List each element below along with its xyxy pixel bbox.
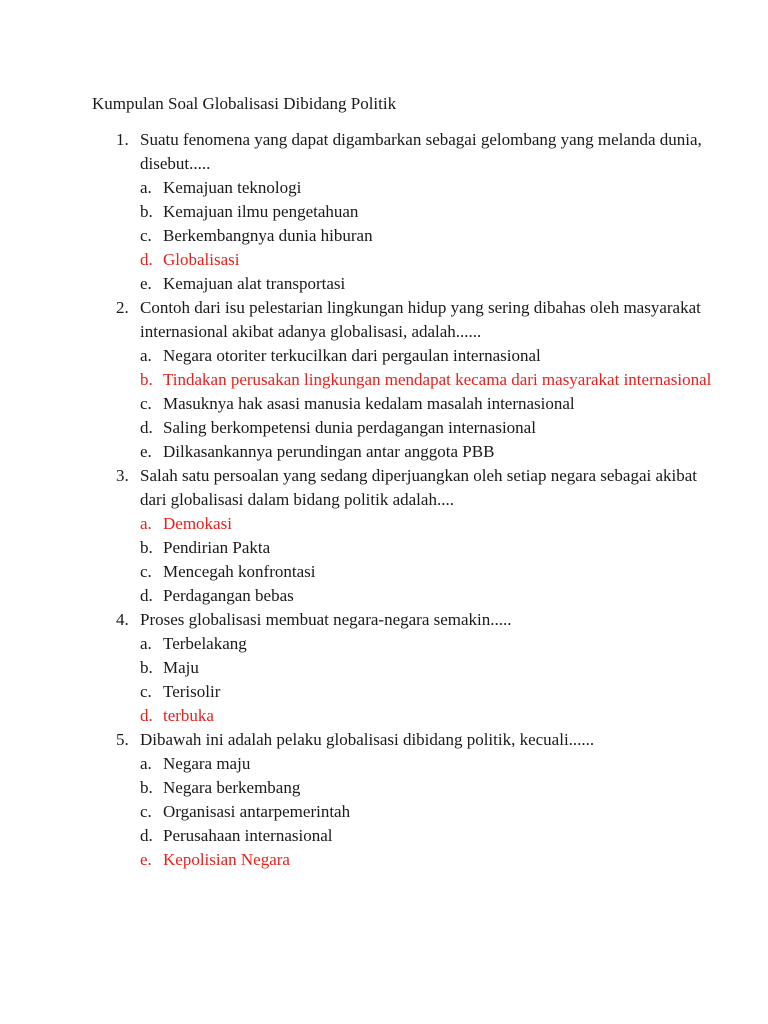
- answer-options: [140, 752, 712, 872]
- answer-option: [140, 416, 712, 440]
- answer-option: [140, 632, 712, 656]
- question-text: Dibawah ini adalah pelaku globalisasi dibidang politik, kecuali......: [140, 730, 595, 749]
- option-letter: b.: [140, 658, 153, 677]
- answer-option: [140, 224, 712, 248]
- option-text: Tindakan perusakan lingkungan mendapat kecama dari masyarakat internasional: [163, 370, 712, 389]
- answer-option-correct: [140, 512, 712, 536]
- question-number: 4.: [116, 610, 129, 629]
- question-number: 3.: [116, 466, 129, 485]
- question-item: [92, 464, 712, 608]
- option-text: Kemajuan ilmu pengetahuan: [163, 202, 359, 221]
- option-text: Globalisasi: [163, 250, 240, 269]
- answer-option: [140, 272, 712, 296]
- option-letter: d.: [140, 826, 153, 845]
- question-number: 5.: [116, 730, 129, 749]
- option-text: Terbelakang: [163, 634, 247, 653]
- option-text: Kemajuan alat transportasi: [163, 274, 346, 293]
- option-text: Terisolir: [163, 682, 221, 701]
- question-list: [92, 128, 712, 872]
- answer-option: [140, 200, 712, 224]
- option-text: terbuka: [163, 706, 214, 725]
- answer-option: [140, 176, 712, 200]
- option-letter: c.: [140, 802, 152, 821]
- question-text: Suatu fenomena yang dapat digambarkan sebagai gelombang yang melanda dunia, disebut.....: [140, 130, 702, 173]
- option-letter: b.: [140, 202, 153, 221]
- answer-options: [140, 512, 712, 608]
- question-item: [92, 608, 712, 728]
- answer-option: [140, 656, 712, 680]
- answer-option: [140, 344, 712, 368]
- answer-option: [140, 776, 712, 800]
- question-text: Proses globalisasi membuat negara-negara semakin.....: [140, 610, 512, 629]
- option-text: Kepolisian Negara: [163, 850, 290, 869]
- option-letter: e.: [140, 442, 152, 461]
- option-text: Perusahaan internasional: [163, 826, 333, 845]
- answer-option: [140, 680, 712, 704]
- answer-option: [140, 392, 712, 416]
- answer-option: [140, 536, 712, 560]
- option-text: Organisasi antarpemerintah: [163, 802, 351, 821]
- answer-option-correct: [140, 704, 712, 728]
- option-text: Negara maju: [163, 754, 251, 773]
- option-letter: b.: [140, 370, 153, 389]
- option-letter: d.: [140, 586, 153, 605]
- option-letter: e.: [140, 274, 152, 293]
- option-letter: d.: [140, 418, 153, 437]
- question-item: [92, 128, 712, 296]
- option-letter: c.: [140, 226, 152, 245]
- option-text: Maju: [163, 658, 199, 677]
- question-number: 1.: [116, 130, 129, 149]
- answer-options: [140, 176, 712, 296]
- answer-options: [140, 344, 712, 464]
- option-letter: a.: [140, 346, 152, 365]
- option-text: Kemajuan teknologi: [163, 178, 302, 197]
- answer-option: [140, 800, 712, 824]
- option-text: Masuknya hak asasi manusia kedalam masalah internasional: [163, 394, 575, 413]
- document-title: Kumpulan Soal Globalisasi Dibidang Politik: [92, 94, 397, 113]
- answer-option-correct: [140, 368, 712, 392]
- option-letter: a.: [140, 634, 152, 653]
- answer-option-correct: [140, 848, 712, 872]
- option-text: Negara otoriter terkucilkan dari pergaulan internasional: [163, 346, 541, 365]
- answer-option: [140, 824, 712, 848]
- option-text: Mencegah konfrontasi: [163, 562, 316, 581]
- option-letter: a.: [140, 754, 152, 773]
- answer-option: [140, 752, 712, 776]
- question-item: [92, 296, 712, 464]
- option-letter: a.: [140, 514, 152, 533]
- option-text: Perdagangan bebas: [163, 586, 294, 605]
- answer-options: [140, 632, 712, 728]
- question-text: Contoh dari isu pelestarian lingkungan hidup yang sering dibahas oleh masyarakat internasional akibat adanya globalisasi, adalah......: [140, 298, 701, 341]
- option-letter: a.: [140, 178, 152, 197]
- answer-option: [140, 440, 712, 464]
- question-text: Salah satu persoalan yang sedang diperjuangkan oleh setiap negara sebagai akibat dari globalisasi dalam bidang politik adalah....: [140, 466, 698, 509]
- option-text: Demokasi: [163, 514, 232, 533]
- question-item: [92, 728, 712, 872]
- option-text: Saling berkompetensi dunia perdagangan internasional: [163, 418, 536, 437]
- option-letter: d.: [140, 250, 153, 269]
- answer-option-correct: [140, 248, 712, 272]
- option-text: Negara berkembang: [163, 778, 301, 797]
- answer-option: [140, 584, 712, 608]
- question-number: 2.: [116, 298, 129, 317]
- answer-option: [140, 560, 712, 584]
- option-letter: d.: [140, 706, 153, 725]
- option-letter: b.: [140, 778, 153, 797]
- option-letter: c.: [140, 394, 152, 413]
- option-text: Pendirian Pakta: [163, 538, 271, 557]
- option-letter: b.: [140, 538, 153, 557]
- option-text: Berkembangnya dunia hiburan: [163, 226, 373, 245]
- option-letter: c.: [140, 562, 152, 581]
- option-letter: c.: [140, 682, 152, 701]
- option-letter: e.: [140, 850, 152, 869]
- option-text: Dilkasankannya perundingan antar anggota PBB: [163, 442, 495, 461]
